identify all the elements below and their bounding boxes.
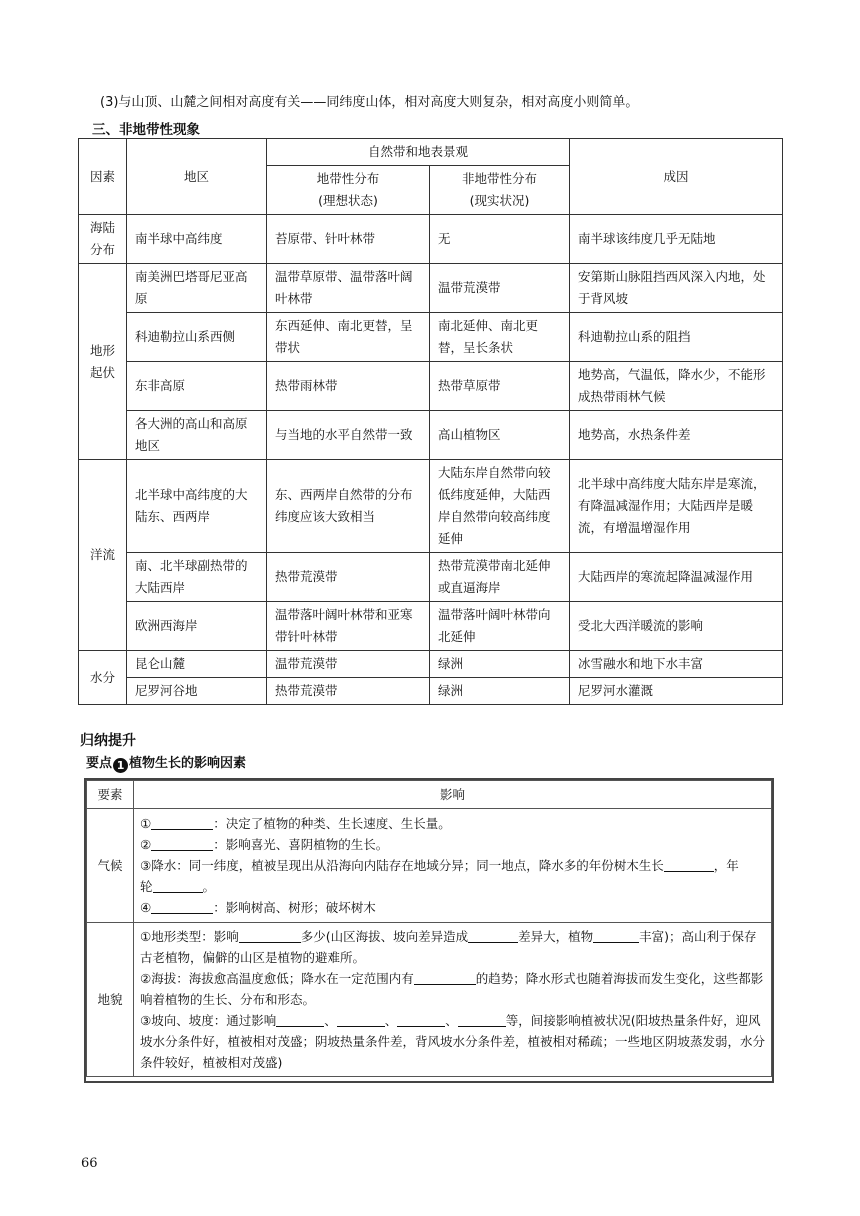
landform-para-3: [140, 1010, 765, 1073]
zonal-cell: 与当地的水平自然带一致: [267, 411, 430, 460]
fill-blank[interactable]: [276, 1012, 324, 1027]
cause-cell: 大陆西岸的寒流起降温减湿作用: [570, 553, 783, 602]
landform-para-1-b: 多少(山区海拔、坡向差异造成: [300, 929, 469, 944]
factor-cell: 水分: [79, 651, 127, 705]
landform-para-2-b: 的趋势；降水形式也随着海拔而发生变化，这些都影响着植物的生长、分布和形态。: [140, 971, 764, 1007]
landform-para-1: [140, 926, 765, 968]
plant-factors-table: [86, 780, 772, 1077]
table-row: [79, 460, 783, 553]
header-zonal-sub: (理想状态): [318, 193, 378, 208]
factors-header-row: [87, 781, 772, 809]
region-cell: 北半球中高纬度的大陆东、西两岸: [127, 460, 267, 553]
item-number: ④: [140, 900, 152, 915]
factors-header-impact: 影响: [134, 781, 772, 809]
climate-line-2-text: ：影响喜光、喜阴植物的生长。: [213, 837, 389, 852]
fill-blank[interactable]: [414, 970, 476, 985]
landform-para-1-a: ①地形类型：影响: [140, 929, 239, 944]
table-row: [79, 411, 783, 460]
climate-content: [134, 809, 772, 923]
region-cell: 各大洲的高山和高原地区: [127, 411, 267, 460]
fill-blank[interactable]: [239, 928, 301, 943]
landform-row: [87, 923, 772, 1077]
azonal-cell: 绿洲: [430, 678, 570, 705]
table-header-row: [79, 139, 783, 166]
fill-blank[interactable]: [397, 1012, 445, 1027]
climate-line-1: [140, 813, 765, 834]
cause-cell: 北半球中高纬度大陆东岸是寒流，有降温减湿作用；大陆西岸是暖流，有增温增湿作用: [570, 460, 783, 553]
region-cell: 南美洲巴塔哥尼亚高原: [127, 264, 267, 313]
region-cell: 南半球中高纬度: [127, 215, 267, 264]
page-number: 66: [81, 1156, 98, 1171]
zonal-cell: 热带荒漠带: [267, 553, 430, 602]
climate-line-2: [140, 834, 765, 855]
separator: 、: [324, 1013, 337, 1028]
climate-label: 气候: [87, 809, 134, 923]
climate-line-1-text: ：决定了植物的种类、生长速度、生长量。: [213, 816, 451, 831]
landform-para-1-c: 差异大，植物: [518, 929, 594, 944]
factor-cell: 洋流: [79, 460, 127, 651]
region-cell: 尼罗河谷地: [127, 678, 267, 705]
cause-cell: 尼罗河水灌溉: [570, 678, 783, 705]
table-row: [79, 264, 783, 313]
azonal-cell: 高山植物区: [430, 411, 570, 460]
fill-blank[interactable]: [458, 1012, 506, 1027]
summary-title: 归纳提升: [80, 733, 136, 749]
zonal-cell: 热带雨林带: [267, 362, 430, 411]
factors-header-factor: 要素: [87, 781, 134, 809]
climate-line-3-text-d: 。: [202, 879, 216, 894]
item-number: ①: [140, 816, 152, 831]
table-row: [79, 678, 783, 705]
region-cell: 科迪勒拉山系西侧: [127, 313, 267, 362]
fill-blank[interactable]: [153, 878, 203, 893]
landform-para-1-d: 丰富)；高山利于保存古老植物，偏僻的山区是植物的避难所。: [140, 929, 757, 965]
cause-cell: 科迪勒拉山系的阻挡: [570, 313, 783, 362]
header-azonal-sub: (现实状况): [469, 193, 530, 208]
header-azonal-label: 非地带性分布: [461, 171, 537, 186]
region-cell: 南、北半球副热带的大陆西岸: [127, 553, 267, 602]
azonal-cell: 热带草原带: [430, 362, 570, 411]
landform-para-3-b: 等，间接影响植被状况(阳坡热量条件好，迎风坡水分条件好，植被相对茂盛；阴坡热量条件差，背风坡水分条件差，植被相对稀疏；一些地区阴坡蒸发弱，水分条件较好，植被相对茂盛): [140, 1013, 766, 1070]
region-cell: 欧洲西海岸: [127, 602, 267, 651]
climate-line-4-text: ：影响树高、树形；破坏树木: [213, 900, 376, 915]
table-row: [79, 362, 783, 411]
landform-content: [134, 923, 772, 1077]
azonal-table-body: [79, 139, 783, 705]
factor-cell: 地形 起伏: [79, 264, 127, 460]
separator: 、: [384, 1013, 398, 1028]
zonal-cell: 温带草原带、温带落叶阔叶林带: [267, 264, 430, 313]
region-cell: 东非高原: [127, 362, 267, 411]
separator: 、: [445, 1013, 458, 1028]
fill-blank[interactable]: [593, 928, 639, 943]
azonal-cell: 热带荒漠带南北延伸或直逼海岸: [430, 553, 570, 602]
zonal-cell: 温带荒漠带: [267, 651, 430, 678]
azonal-cell: 无: [430, 215, 570, 264]
landform-para-2-a: ②海拔：海拔愈高温度愈低；降水在一定范围内有: [140, 971, 414, 986]
azonal-cell: 大陆东岸自然带向较低纬度延伸，大陆西岸自然带向较高纬度延伸: [430, 460, 570, 553]
region-cell: 昆仑山麓: [127, 651, 267, 678]
landform-label: 地貌: [87, 923, 134, 1077]
table-row: [79, 602, 783, 651]
keypoint-title: 植物生长的影响因素: [129, 756, 247, 771]
header-landscape-group: 自然带和地表景观: [267, 139, 570, 166]
zonal-cell: 温带落叶阔叶林带和亚寒带针叶林带: [267, 602, 430, 651]
azonal-cell: 温带落叶阔叶林带向北延伸: [430, 602, 570, 651]
fill-blank[interactable]: [151, 836, 213, 851]
climate-line-4: [140, 897, 765, 918]
keypoint-prefix: 要点: [86, 756, 113, 771]
zonal-cell: 热带荒漠带: [267, 678, 430, 705]
fill-blank[interactable]: [337, 1012, 385, 1027]
header-zonal-label: 地带性分布: [316, 171, 380, 186]
item-number: ②: [140, 837, 152, 852]
zonal-cell: 东、西两岸自然带的分布纬度应该大致相当: [267, 460, 430, 553]
azonal-cell: 绿洲: [430, 651, 570, 678]
plant-factors-box: [84, 778, 774, 1083]
cause-cell: 地势高，气温低，降水少，不能形成热带雨林气候: [570, 362, 783, 411]
landform-para-3-a: ③坡向、坡度：通过影响: [140, 1013, 277, 1028]
header-region: 地区: [127, 139, 267, 215]
cause-cell: 安第斯山脉阻挡西风深入内地，处于背风坡: [570, 264, 783, 313]
intro-text: (3)与山顶、山麓之间相对高度有关——同纬度山体，相对高度大则复杂，相对高度小则简单。: [100, 95, 639, 110]
climate-line-3: [140, 855, 765, 897]
climate-line-3-text-a: ③降水：同一纬度，植被呈现出从沿海向内陆存在地域分异；同一地点，降水多的年份树木生长: [140, 858, 664, 873]
table-row: [79, 313, 783, 362]
header-zonal: [267, 166, 430, 215]
table-row: [79, 651, 783, 678]
header-cause: 成因: [570, 139, 783, 215]
fill-blank[interactable]: [151, 899, 213, 914]
header-azonal: [430, 166, 570, 215]
azonal-cell: 南北延伸、南北更替，呈长条状: [430, 313, 570, 362]
zonal-cell: 苔原带、针叶林带: [267, 215, 430, 264]
keypoint-heading: [86, 752, 246, 773]
fill-blank[interactable]: [151, 815, 213, 830]
keypoint-number-icon: 1: [113, 758, 128, 773]
cause-cell: 南半球该纬度几乎无陆地: [570, 215, 783, 264]
azonal-cell: 温带荒漠带: [430, 264, 570, 313]
climate-line-3-text-b: ，年: [713, 858, 739, 873]
cause-cell: 冰雪融水和地下水丰富: [570, 651, 783, 678]
table-row: [79, 553, 783, 602]
fill-blank[interactable]: [468, 928, 518, 943]
climate-row: [87, 809, 772, 923]
cause-cell: 地势高，水热条件差: [570, 411, 783, 460]
table-row: [79, 215, 783, 264]
fill-blank[interactable]: [664, 857, 714, 872]
header-factor: 因素: [79, 139, 127, 215]
azonal-phenomena-table: [78, 138, 783, 705]
section-title: 三、非地带性现象: [92, 122, 200, 138]
factor-cell: 海陆 分布: [79, 215, 127, 264]
cause-cell: 受北大西洋暖流的影响: [570, 602, 783, 651]
climate-line-3-text-c: 轮: [140, 879, 153, 894]
zonal-cell: 东西延伸、南北更替，呈带状: [267, 313, 430, 362]
landform-para-2: [140, 968, 765, 1010]
